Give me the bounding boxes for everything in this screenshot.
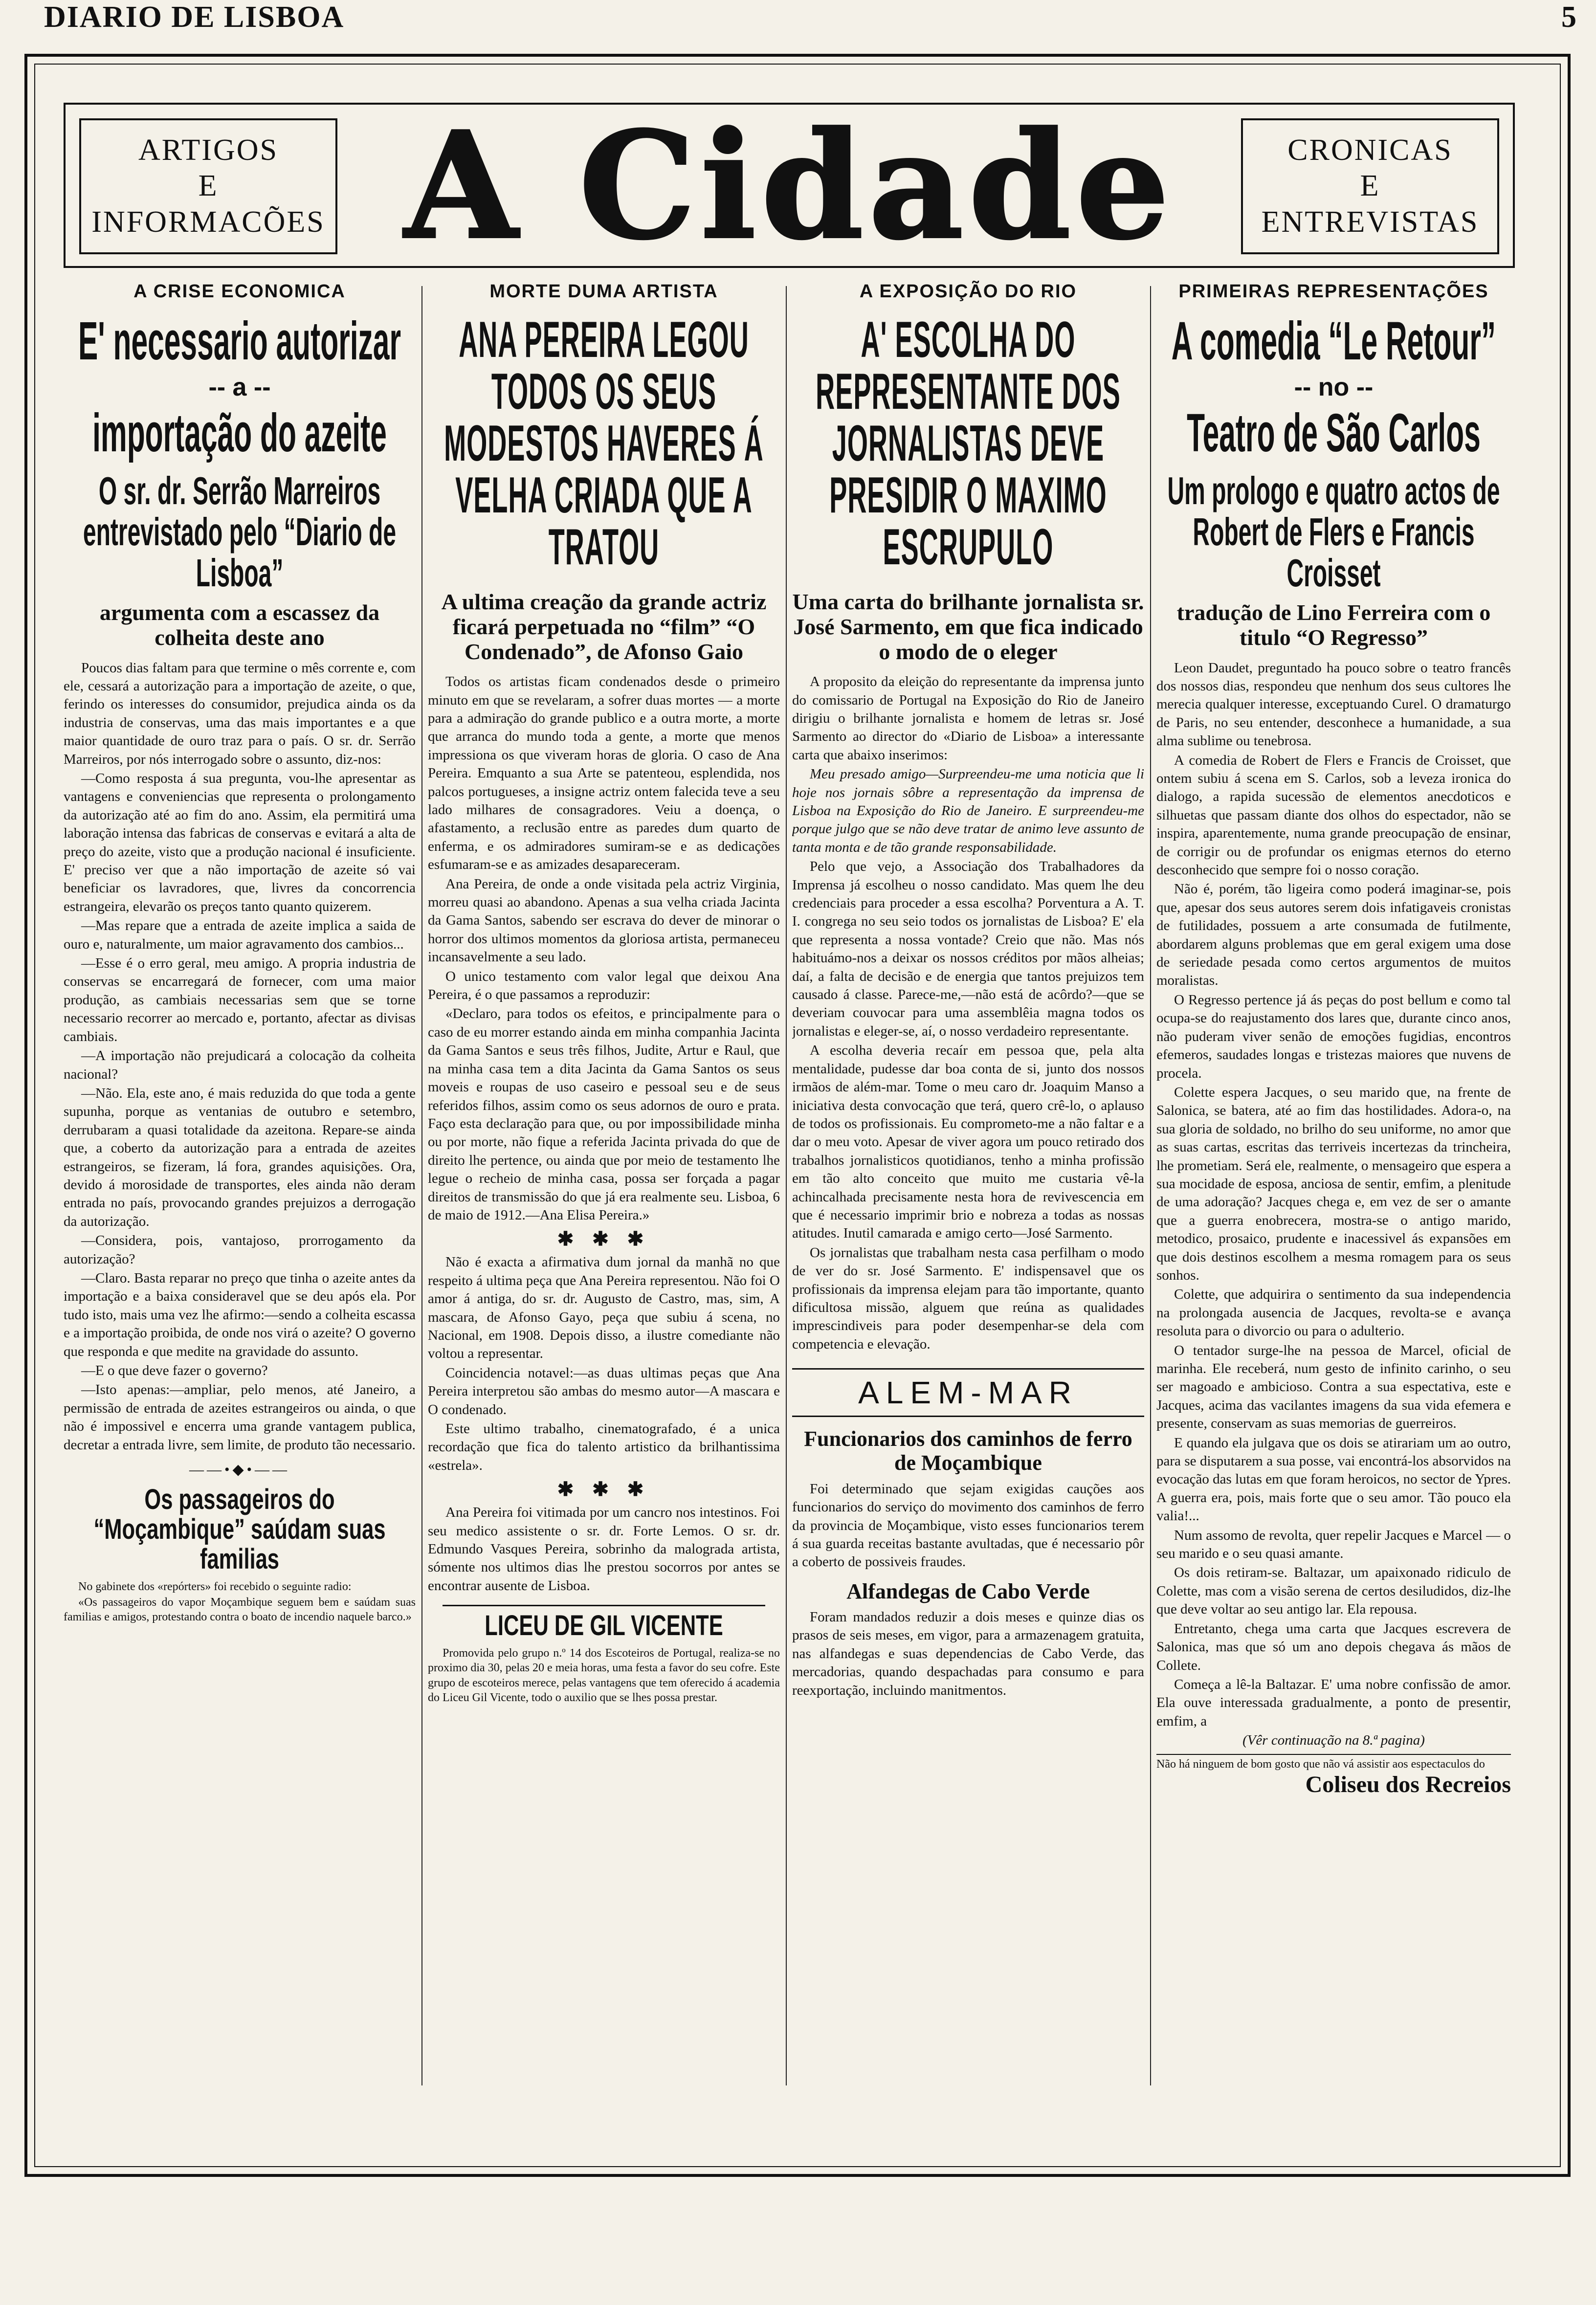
paragraph: O tentador surge-lhe na pessoa de Marcel, oficial de marinha. Ele receberá, num gesto de infinito carinho, o seu ser magoado e ambicioso. Contra a sua espectativa, este e Jacques, acima das vacilantes imagens da sua vida efemera e presente, conservam as suas memorias de guerreiros. bbox=[1156, 1342, 1511, 1432]
headline: A' ESCOLHA DO REPRESENTANTE DOS JORNALISTAS DEVE PRESIDIR O MAXIMO ESCRUPULO bbox=[816, 311, 1121, 576]
paragraph: —A importação não prejudicará a colocação da colheita nacional? bbox=[64, 1048, 416, 1082]
paragraph: Começa a lê-la Baltazar. E' uma nobre confissão de amor. Ela ouve interessada gradualmente, a ponto de presentir, emfim, a bbox=[1156, 1676, 1511, 1729]
paragraph: Não é, porém, tão ligeira como poderá imaginar-se, pois que, apesar dos seus autores serem dois infatigaveis cronistas de futilidades, possuem a arte consumada de futilmente, abordarem alguns problemas que em geral exigem uma dose de seriedade pesada como certos argumentos de muitos moralistas. bbox=[1156, 881, 1511, 989]
paragraph: A comedia de Robert de Flers e Francis de Croisset, que ontem subiu á scena em S. Carlos, sob a leveza ironica do dialogo, a rapida sucessão de elementos anecdoticos e silhuetas que passam diante dos olhos do espectador, não se inspira, aparentemente, numa grande preocupação de ensinar, de corrigir ou de profundar os enigmas eternos do eterno desconhecido que sempre foi o nosso coração. bbox=[1156, 752, 1511, 878]
advert-coliseu: Coliseu dos Recreios bbox=[1305, 1771, 1511, 1797]
paragraph: «Os passageiros do vapor Moçambique seguem bem e saúdam suas familias e amigos, protestando contra o boato de incendio naquele barco.» bbox=[64, 1596, 416, 1624]
deck: A ultima creação da grande actriz ficará perpetuada no “film” “O Condenado”, de Afonso Gaio bbox=[441, 589, 767, 664]
paragraph: A proposito da eleição do representante da imprensa junto do comissario de Portugal na Exposição do Rio de Janeiro dirigiu o brilhante jornalista e homem de letras sr. José Sarmento ao director do «Diario de Lisboa» a interessante carta que abaixo inserimos: bbox=[792, 674, 1144, 763]
masthead-right-line-1: CRONICAS bbox=[1287, 133, 1453, 167]
paragraph: —Claro. Basta reparar no preço que tinha o azeite antes da importação e a baixa consideravel que se deu após ela. Por tudo isto, mais uma vez lhe afirmo:—sendo a colheita escassa e a importação proibida, de onde nos virá o azeite? O governo que responda e que medite na gravidade do assunto. bbox=[64, 1270, 416, 1359]
paragraph: —Como resposta á sua pregunta, vou-lhe apresentar as vantagens e conveniencias que representa o prolongamento da autorização até ao fim do ano. Assim, ela permitirá uma laboração intensa das fabricas de conservas e evitará a alta de preço do azeite, visto que a produção nacional é insuficiente. E' preciso ver que a não importação de azeite só vai beneficiar os lavradores, que, livres da concorrencia estrangeira, elevarão os preços tanto quanto quizerem. bbox=[64, 771, 416, 914]
article-body bbox=[64, 659, 416, 1454]
headline: Teatro de São Carlos bbox=[1187, 403, 1481, 464]
paragraph: Foi determinado que sejam exigidas cauções aos funcionarios do serviço do movimento dos caminhos de ferro da provincia de Moçambique, visto esses funcionarios terem á sua guarda receitas bastante avultadas, que é necessario pôr a coberto de possiveis fraudes. bbox=[792, 1481, 1144, 1570]
section-kicker: A CRISE ECONOMICA bbox=[133, 281, 346, 302]
brief-headline: Alfandegas de Cabo Verde bbox=[846, 1579, 1090, 1603]
continuation-note: (Vêr continuação na 8.ª pagina) bbox=[1242, 1732, 1425, 1749]
brief-headline: Funcionarios dos caminhos de ferro de Moçambique bbox=[804, 1427, 1132, 1475]
masthead-right-line-3: ENTREVISTAS bbox=[1261, 205, 1479, 239]
paragraph: No gabinete dos «repórters» foi recebido o seguinte radio: bbox=[78, 1580, 352, 1593]
masthead-right-line-2: E bbox=[1360, 169, 1380, 203]
article-le-retour bbox=[1156, 276, 1511, 2105]
column-rule bbox=[786, 286, 787, 2085]
stars-divider: ✱ ✱ ✱ bbox=[557, 1478, 651, 1501]
brief-body bbox=[428, 1646, 780, 1705]
column-rule bbox=[1150, 286, 1151, 2085]
paragraph: Colette espera Jacques, o seu marido que, na frente de Salonica, se batera, até ao fim das hostilidades. Adora-o, na sua gloria de soldado, no brilho do seu uniforme, no amor que as suas cartas, escritas das terriveis incertezas da trincheira, lhe prometiam. Será ele, realmente, o mensageiro que espera a sua mocidade de esposa, anciosa de sentir, emfim, a plenitude de uma adoração? Jacques chega e, em vez de ser o amante que a guerra enobrecera, mostra-se o antigo marido, metodico, prosaico, prudente e inacessivel ás expansões em que dois destinos escolhem a mesma romagem para os seus sonhos. bbox=[1156, 1084, 1511, 1283]
newspaper-name: DIARIO DE LISBOA bbox=[44, 0, 345, 34]
article-body bbox=[792, 673, 1144, 1353]
paragraph: Ana Pereira, de onde a onde visitada pela actriz Virginia, morreu quasi ao abandono. Apenas a sua velha criada Jacinta da Gama Santos, sabendo ser escrava do dever de minorar o horror dos ultimos momentos da gloriosa artista, permaneceu incansavelmente a seu lado. bbox=[428, 876, 780, 965]
column-rule bbox=[421, 286, 422, 2085]
paragraph: Os dois retiram-se. Baltazar, um apaixonado ridiculo de Colette, mas com a visão serena de certos desiludidos, diz-lhe que deve voltar ao seu antigo lar. Ela repousa. bbox=[1156, 1565, 1511, 1618]
article-rio-exposition bbox=[792, 276, 1144, 2105]
masthead-left-box bbox=[79, 118, 337, 254]
paragraph: Este ultimo trabalho, cinematografado, é a unica recordação que fica do talento artistico da brilhantissima «estrela». bbox=[428, 1421, 780, 1473]
paragraph: Pelo que vejo, a Associação dos Trabalhadores da Imprensa já escolheu o nosso candidato. Mas quem lhe deu credenciais para proceder a essa escolha? Porventura a A. T. I. congrega no seu seio todos os jornalistas de Lisboa? E' ela que representa a nossa vontade? Creio que não. Mas nós habituámo-nos a deixar os nossos créditos por mãos alheias; daí, a falta de decisão e de energia que tantos prejuizos tem causado á classe. Parece-me,—não está de acôrdo?—que se deveriam couvocar para uma assemblêia magna todos os jornalistas e eleger-se, aí, o nosso verdadeiro representante. bbox=[792, 859, 1144, 1039]
paragraph: Coincidencia notavel:—as duas ultimas peças que Ana Pereira interpretou são ambas do mesmo autor—A mascara e O condenado. bbox=[428, 1365, 780, 1418]
headline-separator: -- no -- bbox=[1294, 373, 1374, 402]
paragraph: O Regresso pertence já ás peças do post bellum e como tal ocupa-se do reajustamento dos lares que, durante cinco anos, não puderam viver senão de emoções fugidias, encontros efemeros, saudades longas e tristezas maiores que nuvens de procela. bbox=[1156, 992, 1511, 1081]
advert-note: Não há ninguem de bom gosto que não vá assistir aos espectaculos do bbox=[1156, 1754, 1511, 1771]
paragraph: —Mas repare que a entrada de azeite implica a saida de ouro e, naturalmente, um maior agravamento dos cambios... bbox=[64, 918, 416, 952]
article-body bbox=[792, 1480, 1144, 1572]
paragraph: Os jornalistas que trabalham nesta casa perfilham o modo de ver do sr. José Sarmento. E' indispensavel que os profissionais da imprensa elejam para tão importante, quanto dificultosa missão, alguem que reúna as qualidades imprescindiveis para poder desempenhar-se dela com competencia e elevação. bbox=[792, 1244, 1144, 1352]
brief-headline: Os passageiros do “Moçambique” saúdam suas familias bbox=[93, 1484, 386, 1575]
headline-separator: -- a -- bbox=[208, 373, 271, 402]
deck: argumenta com a escassez da colheita deste ano bbox=[99, 600, 380, 650]
section-kicker: MORTE DUMA ARTISTA bbox=[489, 281, 718, 302]
article-body bbox=[792, 1608, 1144, 1700]
masthead-left-line-1: ARTIGOS bbox=[138, 133, 278, 167]
paragraph: Todos os artistas ficam condenados desde o primeiro minuto em que se revelaram, a sofrer duas mortes — a morte para a admiração do grande publico e a outra morte, a morte que arranca do mundo toda a gente, a morte que menos impressiona os que viveram horas de gloria. O caso de Ana Pereira. Emquanto a sua Arte se patenteou, esplendida, nos palcos portugueses, a insigne actriz ontem falecida teve a seu lado milhares de consagradores. Veiu a doença, o afastamento, a reclusão entre as paredes dum quarto de enferma, e os admiradores sumiram-se e as dedicações esfumaram-se e as amizades desapareceram. bbox=[428, 674, 780, 873]
deck: Uma carta do brilhante jornalista sr. José Sarmento, em que fica indicado o modo de o eleger bbox=[792, 589, 1144, 664]
paragraph: Meu presado amigo—Surpreendeu-me uma noticia que li hoje nos jornais sôbre a representação da imprensa de Lisboa na Exposição do Rio de Janeiro. E surpreendeu-me porque julgo que se não deve tratar de animo leve assunto de tanta monta e de tão grande responsabilidade. bbox=[792, 766, 1144, 855]
headline: E' necessario autorizar bbox=[78, 311, 401, 371]
paragraph: Colette, que adquirira o sentimento da sua independencia na prolongada ausencia de Jacques, revolta-se e avança resoluta para o divorcio ou para o adulterio. bbox=[1156, 1286, 1511, 1339]
ornament-divider: ——•◆•—— bbox=[189, 1462, 290, 1478]
subheadline: Um prologo e quatro actos de Robert de Flers e Francis Croisset bbox=[1167, 469, 1500, 595]
paragraph: E quando ela julgava que os dois se atirariam um ao outro, para se disputarem a sua posse, vai encontrá-los absorvidos na evocação das lutas em que foram heroicos, no sector de Ypres. A guerra era, pois, mais forte que o seu amor. Tão pouco ela valia!... bbox=[1156, 1435, 1511, 1524]
article-olive-oil bbox=[64, 276, 416, 2105]
article-ana-pereira bbox=[428, 276, 780, 2105]
article-body bbox=[428, 1253, 780, 1475]
headline: importação do azeite bbox=[92, 403, 387, 464]
headline: A comedia “Le Retour” bbox=[1171, 311, 1496, 371]
article-body bbox=[428, 1504, 780, 1595]
page-number: 5 bbox=[1561, 0, 1576, 34]
paragraph: Leon Daudet, preguntado ha pouco sobre o teatro francês dos nossos dias, respondeu que nenhum dos seus cultores lhe merecia qualquer interesse, exceptuando Curel. O dramaturgo de Paris, no seu entender, desconhece a humanidade, a sua alma sublime ou tenebrosa. bbox=[1156, 660, 1511, 749]
paragraph: Poucos dias faltam para que termine o mês corrente e, com ele, cessará a autorização para a importação de azeite, o que, ferindo os interesses do consumidor, prejudica ainda os da industria de conservas, uma das mais importantes e a que maior quantidade de ouro traz para o país. O sr. dr. Serrão Marreiros, por nós interrogado sobre o assunto, diz-nos: bbox=[64, 660, 416, 767]
stars-divider: ✱ ✱ ✱ bbox=[557, 1228, 651, 1250]
masthead-left-line-2: E bbox=[198, 169, 219, 203]
masthead-box bbox=[64, 99, 1515, 272]
paragraph: «Declaro, para todos os efeitos, e principalmente para o caso de eu morrer estando ainda em minha companhia Jacinta da Gama Santos e seus três filhos, Judite, Artur e Raul, que na minha casa tem a dita Jacinta da Gama Santos os seus moveis e roupas de uso caseiro e pessoal seu e de seus referidos filhos, assim como os seus adornos de ouro e prata. Faço esta declaração para que, ou por impossibilidade minha ou por morte, não fique a referida Jacinta privada do que de direito lhe pertence, ou ainda que por meio de testamento lhe legue o recheio de minha casa, possa ser forçada a pagar direitos de transmissão do que já era realmente seu. Lisboa, 6 de maio de 1912.—Ana Elisa Pereira.» bbox=[428, 1006, 780, 1223]
paragraph: —Esse é o erro geral, meu amigo. A propria industria de conservas se encarregará de fornecer, com uma maior produção, as cambiais necessarias sem que se torne necessario recorrer ao mercado e, portanto, afectar as divisas cambiais. bbox=[64, 955, 416, 1044]
paragraph: —E o que deve fazer o governo? bbox=[81, 1363, 268, 1378]
paragraph: Entretanto, chega uma carta que Jacques escrevera de Salonica, mas que só um ano depois chegava ás mãos de Collete. bbox=[1156, 1620, 1511, 1673]
paragraph: A escolha deveria recaír em pessoa que, pela alta mentalidade, pudesse dar boa conta de si, junto dos nossos irmãos de além-mar. Tome o meu caro dr. Joaquim Manso a iniciativa desta convocação que terá, quero crê-lo, o aplauso de todos os profissionais. Eu comprometo-me a não faltar e a dar o meu voto. Apesar de viver agora um pouco retirado dos trabalhos jornalisticos quotidianos, tenho a minha profissão em tão alto conceito que muito me custaria vê-la achincalhada precisamente nesta hora de revivescencia em que é necessario imprimir brio e nobreza a todas as nossas atitudes. Inutil camarada e amigo certo—José Sarmento. bbox=[792, 1042, 1144, 1241]
brief-body bbox=[64, 1579, 416, 1625]
masthead-title: A Cidade bbox=[404, 99, 1175, 272]
brief-headline: LICEU DE GIL VICENTE bbox=[443, 1605, 765, 1641]
paragraph: —Não. Ela, este ano, é mais reduzida do que toda a gente supunha, porque as ventanias de outubro e setembro, derrubaram a quasi totalidade da azeitona. Repare-se ainda que, a coberto da autorização para a entrada de azeites estrangeiros, se fizeram, lá fora, grandes aquisições. Ora, devido á morosidade de transportes, eles ainda não deram entrada no país, provocando grandes prejuizos a derrogação da autorização. bbox=[64, 1085, 416, 1229]
paragraph: —Considera, pois, vantajoso, prorrogamento da autorização? bbox=[64, 1233, 416, 1267]
paragraph: Ana Pereira foi vitimada por um cancro nos intestinos. Foi seu medico assistente o sr. dr. Forte Lemos. O sr. dr. Edmundo Vasques Pereira, sobrinho da malograda artista, sómente nos ultimos dias lhe prestou socorros por antes se encontrar ausente de Lisboa. bbox=[428, 1505, 780, 1594]
paragraph: Foram mandados reduzir a dois meses e quinze dias os prasos de seis meses, em vigor, para a armazenagem gratuita, nas alfandegas e suas dependencias de Cabo Verde, das mercadorias, quando despachadas para consumo e para reexportação, incluindo manitmentos. bbox=[792, 1609, 1144, 1698]
headline: ANA PEREIRA LEGOU TODOS OS SEUS MODESTOS HAVERES Á VELHA CRIADA QUE A TRATOU bbox=[444, 311, 764, 576]
article-body bbox=[428, 673, 780, 1224]
section-banner: ALEM-MAR bbox=[792, 1368, 1144, 1417]
paragraph: O unico testamento com valor legal que deixou Ana Pereira, é o que passamos a reproduzir: bbox=[428, 968, 780, 1003]
section-kicker: PRIMEIRAS REPRESENTAÇÕES bbox=[1178, 281, 1489, 302]
paragraph: Não é exacta a afirmativa dum jornal da manhã no que respeito á ultima peça que Ana Pereira representou. Não foi O amor á antiga, do sr. dr. Augusto de Castro, mas, sim, A mascara, de Afonso Gayo, peça que subiu á scena, no Nacional, em 1908. Depois disso, a ilustre comediante não voltou a representar. bbox=[428, 1254, 780, 1362]
paragraph: Num assomo de revolta, quer repelir Jacques e Marcel — o seu marido e o seu quasi amante. bbox=[1156, 1527, 1511, 1562]
paragraph: —Isto apenas:—ampliar, pelo menos, até Janeiro, a permissão de entrada de azeites estrangeiros ou ainda, o que não é impossivel e encerra uma grande vantagem publica, decretar a entrada livre, sem limite, de produto tão necessario. bbox=[64, 1382, 416, 1453]
masthead-left-line-3: INFORMACÕES bbox=[91, 205, 325, 239]
article-body bbox=[1156, 659, 1511, 1750]
masthead-right-box bbox=[1241, 118, 1499, 254]
article-columns bbox=[64, 276, 1511, 2105]
subheadline: O sr. dr. Serrão Marreiros entrevistado pelo “Diario de Lisboa” bbox=[83, 469, 397, 595]
section-kicker: A EXPOSIÇÃO DO RIO bbox=[859, 281, 1077, 302]
deck: tradução de Lino Ferreira com o titulo “O Regresso” bbox=[1176, 600, 1491, 650]
paragraph: Promovida pelo grupo n.º 14 dos Escoteiros de Portugal, realiza-se no proximo dia 30, pelas 20 e meia horas, uma festa a favor do seu cofre. Este grupo de escoteiros merece, pelas vantagens que tem oferecido á academia do Liceu Gil Vicente, todo o auxilio que se lhes possa prestar. bbox=[428, 1647, 780, 1704]
